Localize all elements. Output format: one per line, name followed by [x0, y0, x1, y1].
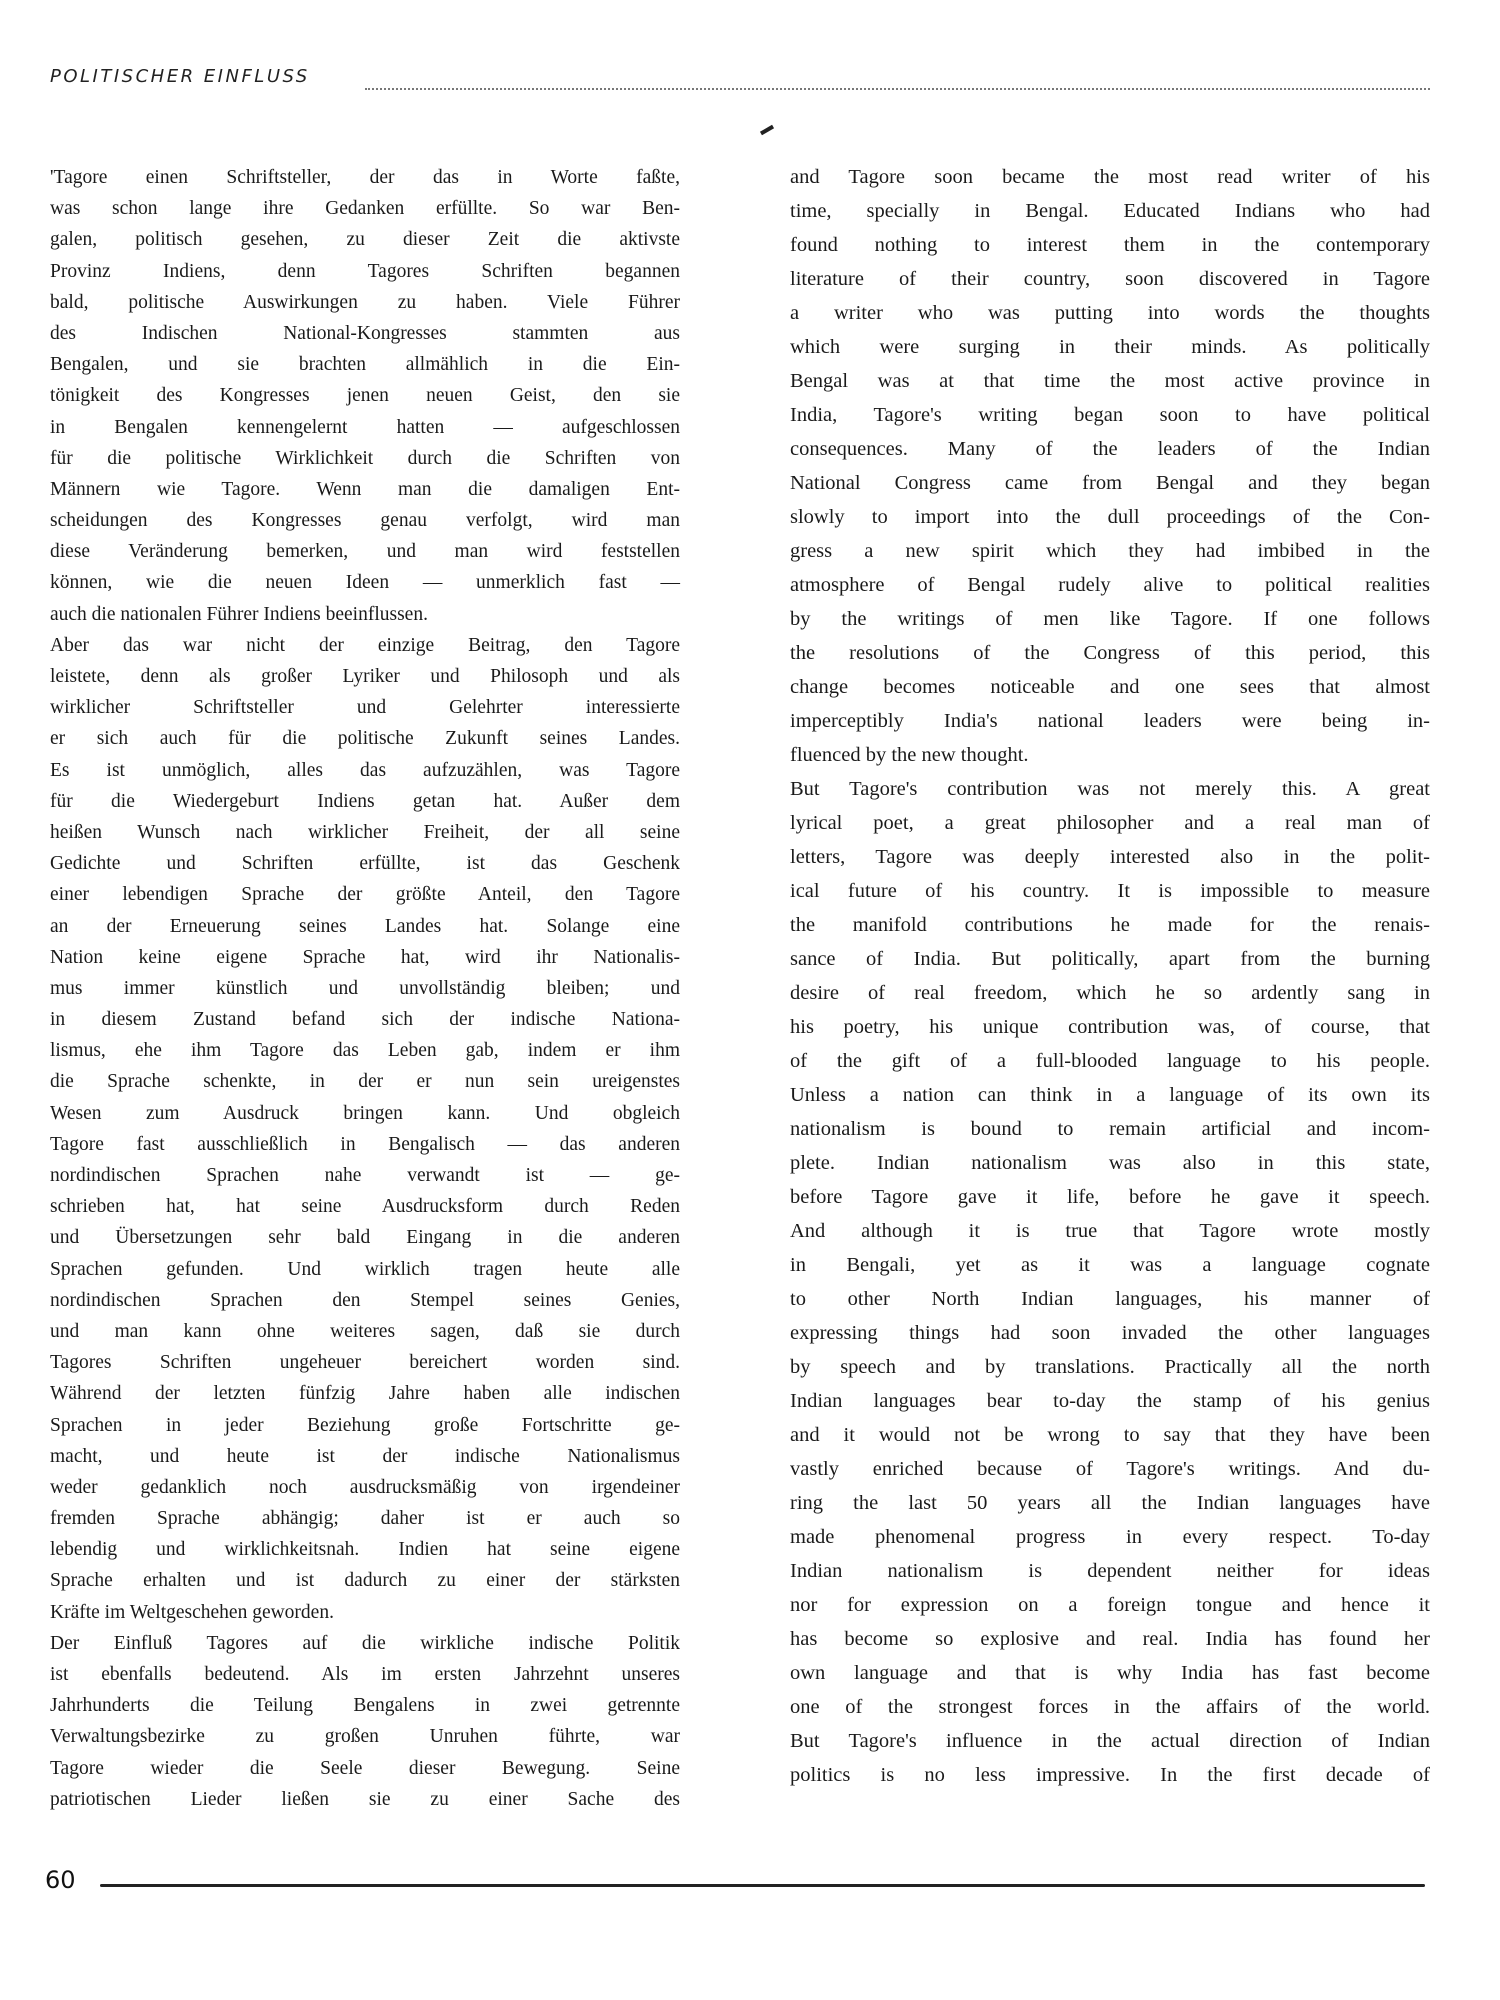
text-line: Der Einfluß Tagores auf die wirkliche indische Politik	[50, 1632, 680, 1654]
english-text-column	[790, 160, 1430, 1792]
text-line: an der Erneuerung seines Landes hat. Solange eine	[50, 915, 680, 937]
text-line: lebendig und wirklichkeitsnah. Indien hat seine eigene	[50, 1539, 680, 1561]
text-line: leistete, denn als großer Lyriker und Philosoph und als	[50, 666, 680, 687]
text-line: lismus, ehe ihm Tagore das Leben gab, indem er ihm	[50, 1040, 680, 1062]
text-line: ical future of his country. It is impossible to measure	[790, 880, 1430, 902]
text-line: to other North Indian languages, his manner of	[790, 1288, 1430, 1310]
text-line: consequences. Many of the leaders of the Indian	[790, 438, 1430, 460]
text-line: the manifold contributions he made for the renais-	[790, 914, 1430, 936]
text-line: found nothing to interest them in the contemporary	[790, 234, 1430, 256]
text-line: wirklicher Schriftsteller und Gelehrter interessierte	[50, 697, 680, 719]
scan-mark	[760, 125, 774, 135]
text-line: fremden Sprache abhängig; daher ist er auch so	[50, 1508, 680, 1530]
text-line: tönigkeit des Kongresses jenen neuen Geist, den sie	[50, 385, 680, 407]
text-line: time, specially in Bengal. Educated Indians who had	[790, 200, 1430, 222]
text-line: Gedichte und Schriften erfüllte, ist das Geschenk	[50, 853, 680, 875]
text-line: scheidungen des Kongresses genau verfolgt, wird man	[50, 510, 680, 532]
text-line: the resolutions of the Congress of this period, this	[790, 642, 1430, 664]
text-line: slowly to import into the dull proceedings of the Con-	[790, 506, 1430, 528]
text-line: and it would not be wrong to say that they have been	[790, 1424, 1430, 1446]
text-line: Nation keine eigene Sprache hat, wird ihr Nationalis-	[50, 946, 680, 968]
text-line: Sprachen gefunden. Und wirklich tragen heute alle	[50, 1258, 680, 1280]
text-line: nordindischen Sprachen nahe verwandt ist — ge-	[50, 1165, 680, 1186]
text-line: 'Tagore einen Schriftsteller, der das in Worte faßte,	[50, 167, 680, 188]
text-line: Verwaltungsbezirke zu großen Unruhen führte, war	[50, 1726, 680, 1748]
text-line: er sich auch für die politische Zukunft seines Landes.	[50, 728, 680, 750]
text-line: which were surging in their minds. As politically	[790, 336, 1430, 358]
header-rule	[365, 88, 1430, 90]
text-line: in Bengalen kennengelernt hatten — aufgeschlossen	[50, 416, 680, 438]
text-line: nationalism is bound to remain artificial and incom-	[790, 1118, 1430, 1140]
text-line: schrieben hat, hat seine Ausdrucksform durch Reden	[50, 1196, 680, 1218]
text-line: in Bengali, yet as it was a language cognate	[790, 1254, 1430, 1276]
text-line: diese Veränderung bemerken, und man wird feststellen	[50, 541, 680, 563]
text-line: by speech and by translations. Practically all the north	[790, 1356, 1430, 1378]
text-line: mus immer künstlich und unvollständig bleiben; und	[50, 977, 680, 999]
text-line: nor for expression on a foreign tongue and hence it	[790, 1594, 1430, 1616]
text-line: by the writings of men like Tagore. If one follows	[790, 608, 1430, 630]
text-line: National Congress came from Bengal and they began	[790, 472, 1430, 494]
text-line: literature of their country, soon discovered in Tagore	[790, 268, 1430, 290]
text-line: in diesem Zustand befand sich der indische Nationa-	[50, 1009, 680, 1031]
text-line: Während der letzten fünfzig Jahre haben alle indischen	[50, 1383, 680, 1405]
text-line: auch die nationalen Führer Indiens beeinflussen.	[50, 603, 428, 625]
page-number: 60	[45, 1866, 76, 1894]
text-line: gress a new spirit which they had imbibed in the	[790, 540, 1430, 562]
text-line: expressing things had soon invaded the other languages	[790, 1322, 1430, 1344]
text-line: Bengalen, und sie brachten allmählich in die Ein-	[50, 354, 680, 376]
text-line: macht, und heute ist der indische Nationalismus	[50, 1445, 680, 1467]
text-line: nordindischen Sprachen den Stempel seines Genies,	[50, 1289, 680, 1311]
text-line: before Tagore gave it life, before he gave it speech.	[790, 1186, 1430, 1208]
text-line: vastly enriched because of Tagore's writings. And du-	[790, 1458, 1430, 1480]
text-line: lyrical poet, a great philosopher and a real man of	[790, 812, 1430, 834]
text-line: But Tagore's influence in the actual direction of Indian	[790, 1730, 1430, 1752]
text-line: desire of real freedom, which he so ardently sang in	[790, 982, 1430, 1004]
text-line: letters, Tagore was deeply interested also in the polit-	[790, 846, 1430, 868]
text-line: his poetry, his unique contribution was, of course, that	[790, 1016, 1430, 1038]
text-line: And although it is true that Tagore wrote mostly	[790, 1220, 1430, 1242]
text-line: one of the strongest forces in the affairs of the world.	[790, 1696, 1430, 1718]
text-line: ring the last 50 years all the Indian languages have	[790, 1492, 1430, 1514]
text-line: politics is no less impressive. In the first decade of	[790, 1764, 1430, 1786]
text-line: können, wie die neuen Ideen — unmerklich fast —	[50, 572, 680, 594]
text-line: Provinz Indiens, denn Tagores Schriften begannen	[50, 260, 680, 282]
text-line: Tagore wieder die Seele dieser Bewegung. Seine	[50, 1757, 680, 1779]
text-line: Sprache erhalten und ist dadurch zu einer der stärksten	[50, 1570, 680, 1592]
running-head-title: POLITISCHER EINFLUSS	[50, 66, 310, 87]
text-line: Tagores Schriften ungeheuer bereichert worden sind.	[50, 1352, 680, 1374]
text-line: made phenomenal progress in every respect. To-day	[790, 1526, 1430, 1548]
text-line: weder gedanklich noch ausdrucksmäßig von irgendeiner	[50, 1476, 680, 1498]
text-line: ist ebenfalls bedeutend. Als im ersten Jahrzehnt unseres	[50, 1664, 680, 1685]
text-line: was schon lange ihre Gedanken erfüllte. So war Ben-	[50, 198, 680, 220]
text-line: galen, politisch gesehen, zu dieser Zeit die aktivste	[50, 229, 680, 251]
text-line: einer lebendigen Sprache der größte Anteil, den Tagore	[50, 884, 680, 906]
text-line: die Sprache schenkte, in der er nun sein ureigenstes	[50, 1071, 680, 1093]
text-line: India, Tagore's writing began soon to have political	[790, 404, 1430, 426]
text-line: für die politische Wirklichkeit durch die Schriften von	[50, 447, 680, 469]
text-line: plete. Indian nationalism was also in this state,	[790, 1152, 1430, 1174]
text-line: Wesen zum Ausdruck bringen kann. Und obgleich	[50, 1102, 680, 1124]
text-line: a writer who was putting into words the thoughts	[790, 302, 1430, 324]
text-line: But Tagore's contribution was not merely this. A great	[790, 778, 1430, 800]
text-line: Aber das war nicht der einzige Beitrag, den Tagore	[50, 634, 680, 656]
text-line: has become so explosive and real. India has found her	[790, 1628, 1430, 1650]
text-line: Jahrhunderts die Teilung Bengalens in zwei getrennte	[50, 1695, 680, 1717]
text-line: change becomes noticeable and one sees that almost	[790, 676, 1430, 698]
footer-rule	[100, 1884, 1425, 1887]
text-line: own language and that is why India has fast become	[790, 1662, 1430, 1684]
text-line: Kräfte im Weltgeschehen geworden.	[50, 1601, 334, 1623]
text-line: bald, politische Auswirkungen zu haben. Viele Führer	[50, 291, 680, 313]
text-line: Sprachen in jeder Beziehung große Fortschritte ge-	[50, 1414, 680, 1436]
text-line: of the gift of a full-blooded language to his people.	[790, 1050, 1430, 1072]
text-line: und Übersetzungen sehr bald Eingang in die anderen	[50, 1227, 680, 1249]
text-line: Männern wie Tagore. Wenn man die damaligen Ent-	[50, 478, 680, 500]
text-line: Tagore fast ausschließlich in Bengalisch — das anderen	[50, 1133, 680, 1155]
text-line: atmosphere of Bengal rudely alive to political realities	[790, 574, 1430, 596]
text-line: des Indischen National-Kongresses stammten aus	[50, 322, 680, 344]
text-line: Bengal was at that time the most active province in	[790, 370, 1430, 392]
text-line: imperceptibly India's national leaders were being in-	[790, 710, 1430, 732]
text-line: fluenced by the new thought.	[790, 744, 1029, 766]
text-line: and Tagore soon became the most read writer of his	[790, 166, 1430, 188]
german-text-column	[50, 162, 680, 1815]
text-line: patriotischen Lieder ließen sie zu einer Sache des	[50, 1788, 680, 1810]
text-line: Indian nationalism is dependent neither for ideas	[790, 1560, 1430, 1582]
text-line: sance of India. But politically, apart from the burning	[790, 948, 1430, 970]
text-line: Unless a nation can think in a language of its own its	[790, 1084, 1430, 1106]
text-line: und man kann ohne weiteres sagen, daß sie durch	[50, 1320, 680, 1342]
text-line: Indian languages bear to-day the stamp of his genius	[790, 1390, 1430, 1412]
text-line: heißen Wunsch nach wirklicher Freiheit, der all seine	[50, 821, 680, 843]
text-line: Es ist unmöglich, alles das aufzuzählen, was Tagore	[50, 759, 680, 781]
text-line: für die Wiedergeburt Indiens getan hat. Außer dem	[50, 790, 680, 812]
